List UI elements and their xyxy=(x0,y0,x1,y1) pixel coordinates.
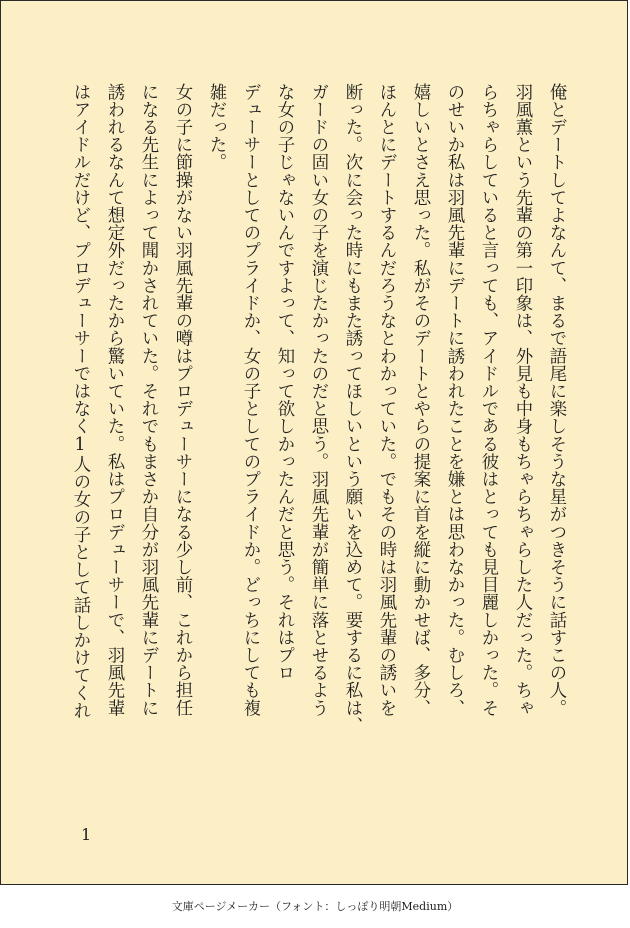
text-line: 誘われるなんて想定外だったから驚いていた。私はプロデューサーで、羽風先輩 xyxy=(104,83,124,717)
text-line: 俺とデートしてよなんて、まるで語尾に楽しそうな星がつきそうに話すこの人。 xyxy=(546,83,566,717)
page-number: 1 xyxy=(81,825,92,844)
text-line: らちゃらしていると言っても、アイドルである彼はとっても見目麗しかった。そ xyxy=(478,83,498,717)
text-line: ガードの固い女の子を演じたかったのだと思う。羽風先輩が簡単に落とせるよう xyxy=(308,83,328,717)
text-line: 雑だった。 xyxy=(206,83,226,171)
vertical-text-body xyxy=(61,83,571,783)
text-line: な女の子じゃないんですよって、知って欲しかったんだと思う。それはプロ xyxy=(274,83,294,682)
text-line: デューサーとしてのプライドか、女の子としてのプライドか。どっちにしても複 xyxy=(240,83,260,717)
text-line: ほんとにデートするんだろうなとわかっていた。でもその時は羽風先輩の誘いを xyxy=(376,83,396,717)
text-line: 嬉しいとさえ思った。私がそのデートとやらの提案に首を縦に動かせば、多分、 xyxy=(410,83,430,717)
text-line: のせいか私は羽風先輩にデートに誘われたことを嫌とは思わなかった。むしろ、 xyxy=(444,83,464,717)
text-line: 羽風薫という先輩の第一印象は、外見も中身もちゃらちゃらした人だった。ちゃ xyxy=(512,83,532,717)
text-line: はアイドルだけど、プロデューサーではなく1人の女の子として話しかけてくれ xyxy=(70,83,90,720)
text-line: 女の子に節操がない羽風先輩の噂はプロデューサーになる少し前、これから担任 xyxy=(172,83,192,717)
text-line: になる先生によって聞かされていた。それでもまさか自分が羽風先輩にデートに xyxy=(138,83,158,717)
footer-credit: 文庫ページメーカー（フォント：しっぽり明朝Medium） xyxy=(171,900,459,913)
text-line: 断った。次に会った時にもまた誘ってほしいという願いを込めて。要するに私は、 xyxy=(342,83,362,735)
